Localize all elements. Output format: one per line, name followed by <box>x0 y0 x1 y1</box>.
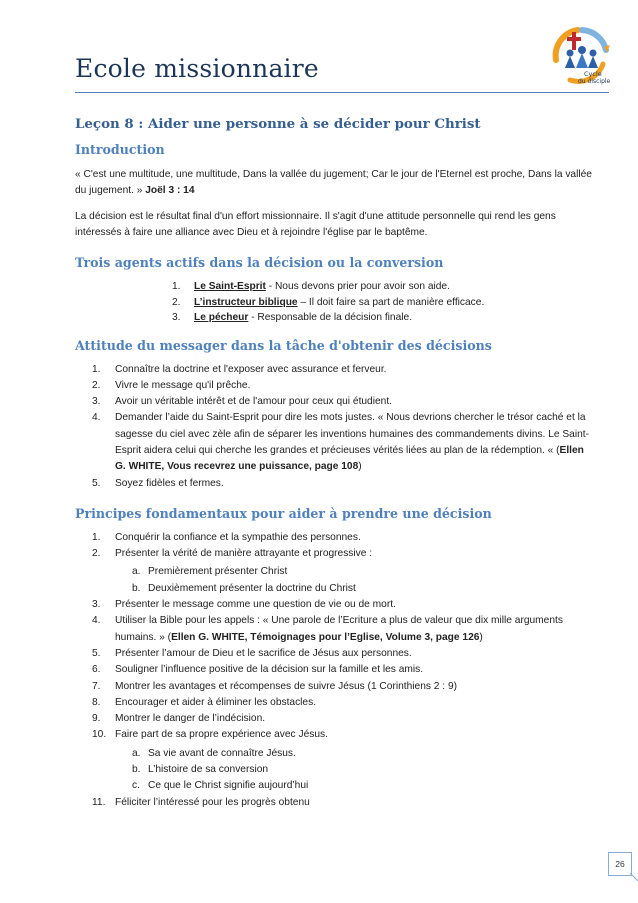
principles-list-continued <box>75 597 595 744</box>
list-text: Montrer le danger de l’indécision. <box>115 713 266 725</box>
page-corner-mark <box>630 873 638 881</box>
list-item <box>75 410 595 475</box>
list-item <box>75 597 595 613</box>
list-text: Présenter la vérité de manière attrayante et progressive : <box>115 548 373 560</box>
list-text: Montrer les avantages et récompenses de suivre Jésus (1 Corinthiens 2 : 9) <box>115 680 458 692</box>
list-item <box>75 695 595 711</box>
sub-list-item <box>75 762 595 778</box>
sub-list-letter: a. <box>132 747 141 759</box>
agents-list <box>172 279 595 326</box>
list-number: 6. <box>92 664 101 676</box>
list-item <box>75 378 595 394</box>
sub-list-text: Ce que le Christ signifie aujourd’hui <box>148 780 309 792</box>
list-text: Connaître la doctrine et l'exposer avec assurance et ferveur. <box>115 363 387 375</box>
intro-quote-text: « C'est une multitude, une multitude, Dans la vallée du jugement; Car le jour de l'Eternel est proche, Dans la vallée du jugement. » <box>75 169 592 196</box>
principles-list <box>75 530 595 563</box>
citation-close: ) <box>358 461 362 473</box>
sub-list-letter: a. <box>132 566 141 578</box>
list-item <box>75 711 595 727</box>
list-number: 2. <box>172 296 181 308</box>
logo-text-line1: Cycle <box>584 70 602 78</box>
list-number: 5. <box>92 477 101 489</box>
agent-term: Le pécheur <box>194 312 249 323</box>
attitude-list <box>75 362 595 492</box>
list-item <box>75 394 595 410</box>
list-item <box>75 646 595 662</box>
agent-description: - Responsable de la décision finale. <box>248 312 413 323</box>
intro-quote <box>75 167 595 199</box>
lesson-title: Leçon 8 : Aider une personne à se décider pour Christ <box>75 116 481 132</box>
list-item <box>75 795 595 811</box>
sub-list-item <box>75 746 595 762</box>
agent-description: – Il doit faire sa part de manière efficace. <box>297 296 485 308</box>
list-text: Demander l’aide du Saint-Esprit pour dire les mots justes. « Nous devrions chercher le trésor caché et la sagesse du ciel avec zèle afin de séparer les inventions humaines des commandements divins. Le Saint-Esprit aidera celui qui cherche les grandes et précieuses vérités liées au plan de la rédemption. « ( <box>115 412 589 456</box>
list-item <box>75 679 595 695</box>
list-item <box>75 613 595 646</box>
sub-list-text: L’histoire de sa conversion <box>148 764 269 776</box>
sub-list-letter: b. <box>132 582 141 594</box>
list-number: 4. <box>92 412 101 424</box>
cycle-du-disciple-logo <box>548 20 612 88</box>
intro-paragraph: La décision est le résultat final d'un effort missionnaire. Il s'agit d'une attitude personnelle qui rend les gens intéressés à faire une alliance avec Dieu et à rejoindre l'église par le baptême. <box>75 211 556 238</box>
list-text: Vivre le message qu'il prêche. <box>115 379 251 391</box>
list-text: Avoir un véritable intérêt et de l'amour pour ceux qui étudient. <box>115 396 392 408</box>
list-number: 3. <box>92 396 101 408</box>
list-number: 7. <box>92 680 101 692</box>
list-number: 1. <box>172 281 181 292</box>
sub-list-item <box>75 564 595 580</box>
list-number: 4. <box>92 615 101 627</box>
agent-term: L’instructeur biblique <box>194 296 298 308</box>
list-number: 8. <box>92 696 101 708</box>
principles-list-end <box>75 795 595 811</box>
principles-heading: Principes fondamentaux pour aider à prendre une décision <box>75 505 492 521</box>
citation-ref: Ellen G. WHITE, Témoignages pour l’Eglise, Volume 3, page 126 <box>171 631 480 643</box>
list-text: Féliciter l’intéressé pour les progrès obtenu <box>115 796 310 808</box>
list-number: 10. <box>92 729 107 741</box>
list-item <box>75 727 595 743</box>
list-item <box>75 546 595 562</box>
list-item <box>172 279 595 295</box>
list-text: Souligner l’influence positive de la décision sur la famille et les amis. <box>115 664 424 676</box>
sub-list-text: Sa vie avant de connaître Jésus. <box>148 747 296 759</box>
list-item <box>75 662 595 678</box>
header-rule <box>75 92 609 93</box>
list-text: Encourager et aider à éliminer les obstacles. <box>115 696 317 708</box>
sub-list-letter: c. <box>132 780 140 792</box>
agent-term: Le Saint-Esprit <box>194 281 266 292</box>
attitude-heading: Attitude du messager dans la tâche d'obtenir des décisions <box>75 337 492 353</box>
list-text: Conquérir la confiance et la sympathie des personnes. <box>115 531 361 543</box>
sub-list-item <box>75 778 595 794</box>
list-number: 5. <box>92 647 101 659</box>
list-number: 3. <box>172 312 181 323</box>
list-number: 11. <box>92 796 106 808</box>
list-text: Présenter l’amour de Dieu et le sacrifice de Jésus aux personnes. <box>115 647 412 659</box>
sub-list <box>75 746 595 795</box>
header-title: Ecole missionnaire <box>75 54 319 83</box>
logo-text-line2: du disciple <box>578 78 611 85</box>
intro-heading: Introduction <box>75 142 165 157</box>
page-number: 26 <box>608 852 632 876</box>
list-item <box>75 530 595 546</box>
intro-quote-ref: Joël 3 : 14 <box>145 185 195 196</box>
sub-list-text: Premièrement présenter Christ <box>148 566 288 578</box>
sub-list <box>75 564 595 597</box>
list-text: Soyez fidèles et fermes. <box>115 477 224 489</box>
agents-heading: Trois agents actifs dans la décision ou la conversion <box>75 255 444 270</box>
list-item <box>172 310 595 326</box>
list-number: 2. <box>92 548 101 560</box>
list-number: 2. <box>92 379 101 391</box>
list-text: Faire part de sa propre expérience avec Jésus. <box>115 729 328 741</box>
list-text: Utiliser la Bible pour les appels : « Une parole de l’Ecriture a plus de valeur que dix mille arguments humains. » ( <box>115 615 563 643</box>
list-item <box>75 362 595 378</box>
list-number: 9. <box>92 713 101 725</box>
citation-close: ) <box>479 631 483 643</box>
sub-list-item <box>75 581 595 597</box>
document-body <box>75 116 595 813</box>
list-number: 1. <box>92 531 101 543</box>
list-item <box>172 295 595 311</box>
citation-ref: Ellen G. WHITE, Vous recevrez une puissance, page 108 <box>115 444 584 473</box>
list-number: 3. <box>92 599 101 611</box>
list-text: Présenter le message comme une question de vie ou de mort. <box>115 599 396 611</box>
sub-list-letter: b. <box>132 764 141 776</box>
sub-list-text: Deuxièmement présenter la doctrine du Christ <box>148 582 356 594</box>
list-item <box>75 476 595 492</box>
list-number: 1. <box>92 363 101 375</box>
agent-description: - Nous devons prier pour avoir son aide. <box>265 281 450 292</box>
